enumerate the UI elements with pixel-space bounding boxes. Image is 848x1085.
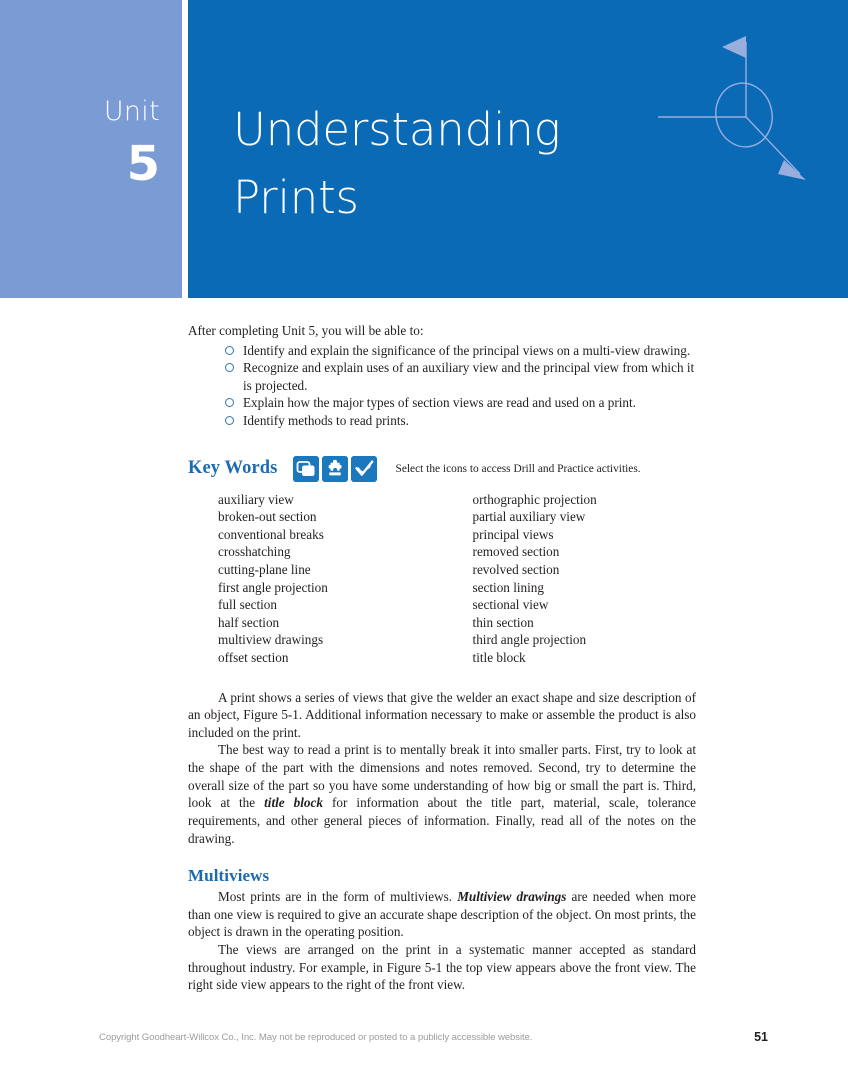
unit-number: 5 (126, 136, 160, 192)
objective-item (225, 412, 696, 430)
flashcards-icon[interactable] (293, 456, 319, 482)
key-word-term: section lining (472, 579, 544, 595)
key-word-term: partial auxiliary view (472, 509, 586, 525)
paragraph-text-part: are needed when more than one view is required to give an accurate shape description of the object. On most prints, the object is drawn in the operating position. (188, 889, 696, 940)
multiview-drawings-emphasis: Multiview drawings (457, 889, 567, 905)
objective-item (225, 394, 696, 412)
objective-item (225, 359, 696, 394)
paragraph-text-part: for information about the title part, material, scale, tolerance requirements, and other general pieces of information. Finally, read all of the notes on the drawing. (188, 795, 697, 846)
key-word-term: third angle projection (472, 632, 587, 648)
checkmark-icon[interactable] (351, 456, 377, 482)
objective-item (225, 342, 696, 360)
key-word-term: revolved section (472, 562, 560, 578)
unit-side-panel (0, 0, 182, 298)
key-word-term: multiview drawings (218, 632, 324, 648)
body-paragraph (188, 888, 696, 941)
key-words-column-right (473, 491, 696, 667)
open-circle-bullet-icon (225, 346, 234, 355)
key-words-header (188, 456, 696, 482)
objective-text: Recognize and explain uses of an auxiliary view and the principal view from which it is projected. (243, 360, 695, 393)
objectives-list (188, 342, 696, 430)
section-heading-multiviews: Multiviews (188, 866, 270, 886)
key-word-term: principal views (472, 526, 554, 542)
key-words-column-left (218, 491, 473, 667)
key-word-term: conventional breaks (218, 526, 324, 542)
open-circle-bullet-icon (225, 416, 234, 425)
unit-title (233, 96, 673, 233)
key-word-term: orthographic projection (472, 491, 597, 507)
key-word-term: cutting-plane line (218, 562, 311, 578)
body-paragraph: A print shows a series of views that give the welder an exact shape and size description of an object, Figure 5-1. Additional information necessary to make or assemble the product is also included on the print. (188, 689, 696, 740)
paragraph-text-part: The best way to read a print is to mentally break it into smaller parts. First, try to look at the shape of the part with the dimensions and notes removed. Second, try to determine the overall size of the part so you have some understanding of how big or small the part is. Third, look at the (188, 742, 696, 811)
key-word-term: full section (218, 597, 277, 613)
key-words-columns (188, 491, 696, 667)
axis-projection-symbol-icon (658, 14, 838, 194)
key-word-term: half section (218, 614, 280, 630)
objective-text: Identify methods to read prints. (243, 413, 409, 429)
key-word-term: first angle projection (218, 579, 328, 595)
copyright-notice: Copyright Goodheart-Willcox Co., Inc. May not be reproduced or posted to a publicly accessible website. (99, 1032, 533, 1043)
key-words-icon-group (293, 456, 377, 482)
title-block-emphasis: title block (264, 795, 323, 811)
unit-title-line-2: Prints (233, 171, 359, 225)
key-words-title: Key Words (188, 458, 278, 479)
unit-title-line-1: Understanding (233, 103, 561, 156)
page-content (188, 322, 696, 994)
puzzle-piece-icon[interactable] (322, 456, 348, 482)
unit-title-panel (188, 0, 848, 298)
key-word-term: thin section (472, 614, 534, 630)
unit-header-banner (0, 0, 848, 298)
key-words-note: Select the icons to access Drill and Practice activities. (395, 462, 641, 475)
body-paragraph: The views are arranged on the print in a systematic manner accepted as standard throughout industry. For example, in Figure 5-1 the top view appears above the front view. The right side view appears to the right of the front view. (188, 942, 696, 993)
unit-label: Unit (103, 96, 160, 127)
page-footer (0, 1032, 848, 1056)
key-words-section (188, 456, 696, 667)
key-word-term: title block (472, 650, 526, 666)
page-number: 51 (754, 1030, 768, 1044)
body-paragraph (188, 741, 696, 847)
key-word-term: auxiliary view (218, 491, 294, 507)
open-circle-bullet-icon (225, 398, 234, 407)
key-word-term: offset section (218, 650, 289, 666)
key-word-term: crosshatching (218, 544, 291, 560)
open-circle-bullet-icon (225, 363, 234, 372)
objective-text: Explain how the major types of section views are read and used on a print. (243, 395, 636, 411)
key-word-term: removed section (472, 544, 560, 560)
key-word-term: broken-out section (218, 509, 317, 525)
paragraph-text-part: Most prints are in the form of multiviews. (218, 889, 458, 905)
objective-text: Identify and explain the significance of the principal views on a multi-view drawing. (243, 342, 691, 358)
key-word-term: sectional view (472, 597, 549, 613)
objectives-intro: After completing Unit 5, you will be able to: (188, 323, 424, 338)
